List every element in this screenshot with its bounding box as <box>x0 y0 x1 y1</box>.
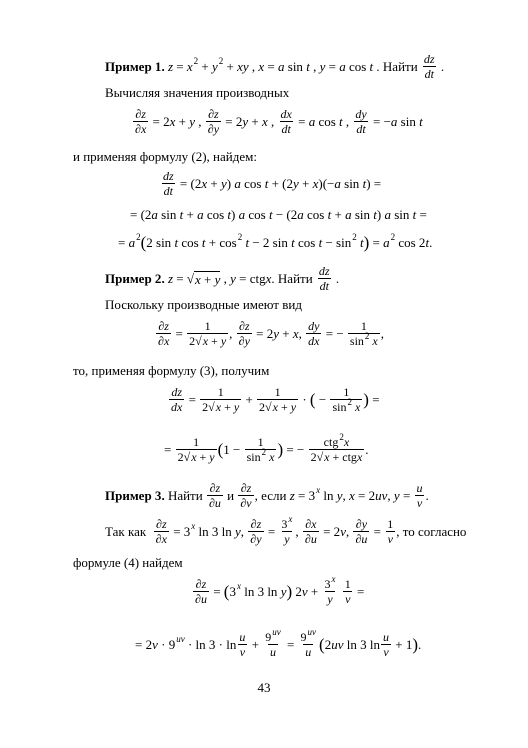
example-3-find: Найти <box>167 488 203 503</box>
example-2-applying-text: то, применяя формулу (3), получим <box>73 363 270 378</box>
example-3-result-line-1: $\frac{\partial z}{\partial u}$ = ( 3 x ln 3 ln y ) 2 v + $\frac{3^x}{y}$ $\frac{1}{v}$ = <box>195 574 365 606</box>
example-2-since-text: Поскольку производные имеют вид <box>105 297 302 312</box>
example-3-if: , если <box>254 488 287 503</box>
example-3-and: и <box>227 488 235 503</box>
example-2-title: Пример 2 <box>105 271 162 286</box>
example-2-derivatives: $\frac{\partial z}{\partial x}$ = $\frac{1}{2√x + y}$ , $\frac{\partial z}{\partial y}$ = 2 y + x , $\frac{dy}{dx}$ = − $\frac{1}{\sin^2 x}$ , <box>158 319 384 348</box>
example-3-statement: Пример 3 . Найти $\frac{\partial z}{\partial u}$ и $\frac{\partial z}{\partial v}$ , если z = 3 x ln y , x = 2 uv , y = $\frac{u}{v}$ . <box>105 481 429 510</box>
example-2-result-line-2: = $\frac{1}{2√x + y}$ ( 1 − $\frac{1}{\sin^2 x}$ ) = − $\frac{ctg^2x}{\text{2√x + ctgx}}$ . <box>164 432 369 464</box>
example-3-title: Пример 3 <box>105 488 162 503</box>
example-2-result-line-1: $\frac{dz}{dx}$ = $\frac{1}{2√x + y}$ + $\frac{1}{2√x + y}$ · ( − $\frac{1}{\sin^2 x}$ ) = <box>171 385 380 414</box>
example-1-title: Пример 1 <box>105 59 162 74</box>
example-2-find: Найти <box>277 271 313 286</box>
example-2-statement: Пример 2 . z = √ x + y , y = ctg x . Найти $\frac{dz}{dt}$ . <box>105 264 340 293</box>
example-3-since-line: Так как $\frac{\partial z}{\partial x}$ = 3 x ln 3 ln y , $\frac{\partial z}{\partial y}$ = $\frac{3^x}{y}$ , $\frac{\partial x}{\partial u}$ = 2 v , $\frac{\partial y}{\partial u}$ = $\frac{1}{v}$ , то согласно <box>105 514 467 546</box>
example-1-statement: Пример 1 . z = x 2 + y 2 + xy , x = a sin t , y = a cos t . Найти $\frac{dz}{dt}$ . <box>105 52 445 81</box>
example-1-computing-text: Вычисляя значения производных <box>105 85 290 100</box>
example-3-formula-ref: формуле (4) найдем <box>73 555 183 570</box>
example-1-applying-text: и применяя формулу (2), найдем: <box>73 149 257 164</box>
example-1-result-line-2: = (2 a sin t + a cos t ) a cos t − (2 a cos t + a sin t ) a sin t = <box>130 207 427 222</box>
example-1-derivatives: $\frac{\partial z}{\partial x}$ = 2 x + y , $\frac{\partial z}{\partial y}$ = 2 y + x , $\frac{dx}{dt}$ = a cos t , $\frac{dy}{dt}$ = − a sin t <box>135 107 423 136</box>
example-3-result-line-2: = 2 v · 9 uv · ln 3 · ln $\frac{u}{v}$ + $\frac{9^{uv}}{u}$ = $\frac{9^{uv}}{u}$ ( 2 uv ln 3 ln $\frac{u}{v}$ + 1 ) . <box>135 627 422 659</box>
example-3-since-prefix: Так как <box>105 524 147 539</box>
example-3-since-suffix: , то согласно <box>396 524 467 539</box>
example-1-find: Найти <box>382 59 418 74</box>
page-number: 43 <box>257 680 271 695</box>
example-1-result-line-1: $\frac{dz}{dt}$ = (2 x + y ) a cos t + (2 y + x )(− a sin t ) = <box>163 169 382 198</box>
example-1-result-line-3: = a 2 ( 2 sin t cos t + cos 2 t − 2 sin t cos t − sin 2 t ) = a 2 cos 2 t . <box>118 232 433 252</box>
